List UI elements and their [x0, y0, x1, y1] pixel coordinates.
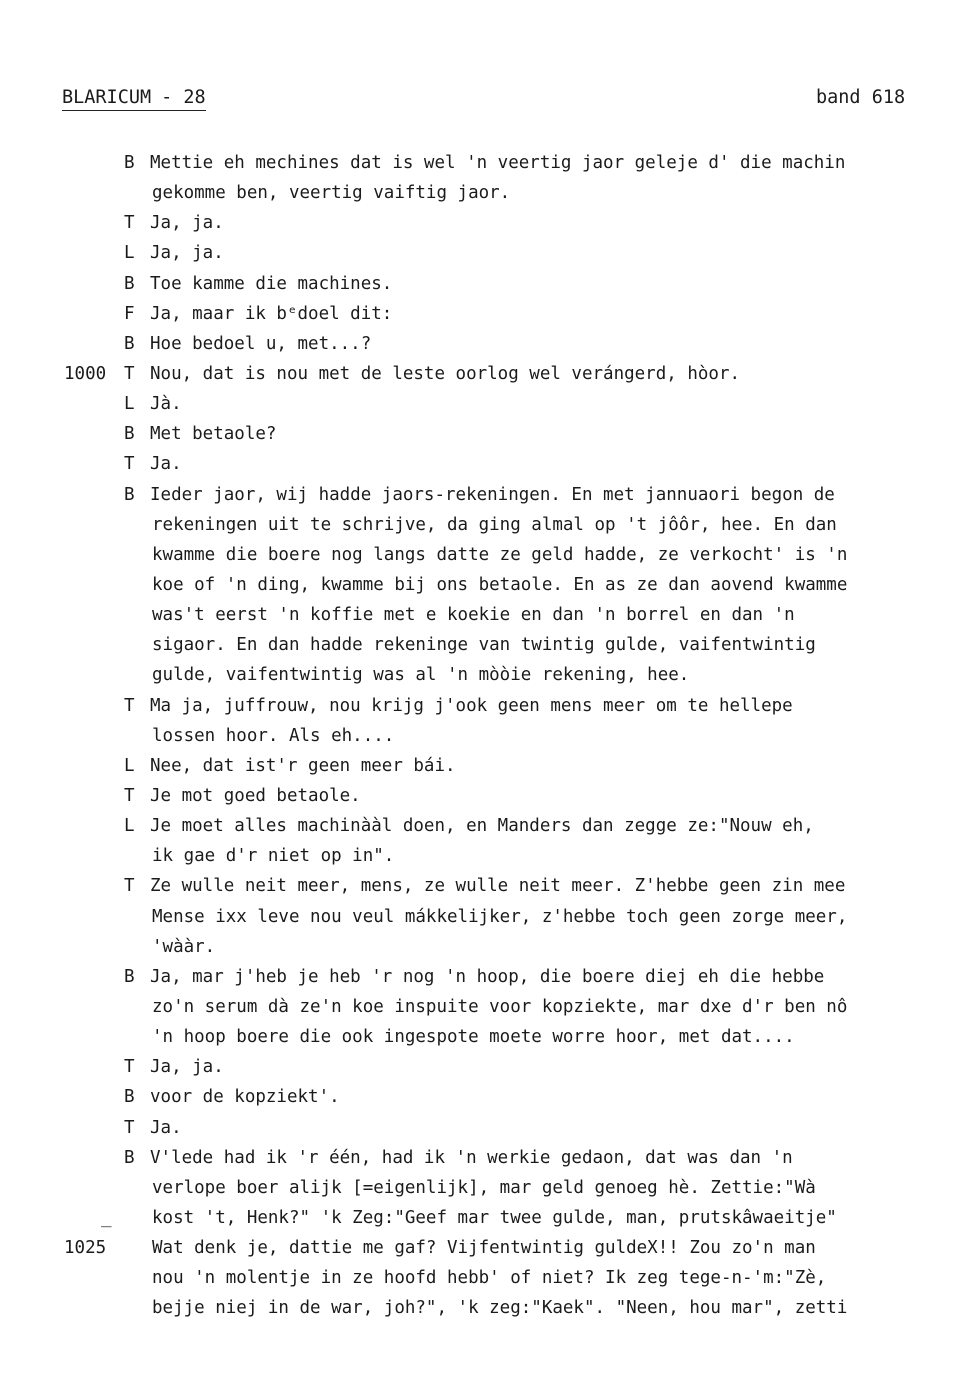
- speaker-code: B: [124, 273, 135, 294]
- line-text: nou 'n molentje in ze hoofd hebb' of niet? Ik zeg tege-n-'m:"Zè,: [152, 1268, 827, 1289]
- line-text: gekomme ben, veertig vaiftig jaor.: [152, 183, 511, 204]
- transcript-line: [0, 359, 966, 389]
- line-text: Ze wulle neit meer, mens, ze wulle neit meer. Z'hebbe geen zin mee: [150, 876, 846, 897]
- line-text: ik gae d'r niet op in".: [152, 846, 395, 867]
- page-header-place: [62, 88, 206, 111]
- transcript-line: [0, 781, 966, 811]
- line-text: zo'n serum dà ze'n koe inspuite voor kopziekte, mar dxe d'r ben nô: [152, 996, 848, 1017]
- line-text: Je mot goed betaole.: [150, 785, 361, 806]
- transcript-line: [0, 1263, 966, 1293]
- line-text: sigaor. En dan hadde rekeninge van twintig gulde, vaifentwintig: [152, 635, 816, 656]
- speaker-code: T: [124, 454, 135, 475]
- speaker-code: B: [124, 1087, 135, 1108]
- line-text: gulde, vaifentwintig was al 'n mòòie rekening, hee.: [152, 665, 690, 686]
- line-counter: 1000: [64, 363, 107, 384]
- line-text: rekeningen uit te schrijve, da ging almal op 't jôôr, hee. En dan: [152, 514, 837, 535]
- line-text: Mense ixx leve nou veul mákkelijker, z'hebbe toch geen zorge meer,: [152, 906, 848, 927]
- line-text: Hoe bedoel u, met...?: [150, 333, 372, 354]
- page-number: 28: [183, 87, 206, 108]
- speaker-code: B: [124, 153, 135, 173]
- line-text: voor de kopziekt'.: [150, 1087, 340, 1108]
- speaker-code: B: [124, 1147, 135, 1168]
- line-text: verlope boer alijk [=eigenlijk], mar geld genoeg hè. Zettie:"Wà: [152, 1177, 816, 1198]
- transcript-line: [0, 238, 966, 268]
- transcript-line: [0, 1022, 966, 1052]
- line-text: Ieder jaor, wij hadde jaors-rekeningen. En met jannuaori begon de: [150, 484, 835, 505]
- line-text: V'lede had ik 'r één, had ik 'n werkie gedaon, dat was dan 'n: [150, 1147, 793, 1168]
- speaker-code: L: [124, 243, 135, 264]
- line-text: 'n hoop boere die ook ingespote moete worre hoor, met dat....: [152, 1027, 795, 1048]
- speaker-code: T: [124, 1057, 135, 1078]
- line-text: Ja, ja.: [150, 213, 224, 234]
- line-text: Ja.: [150, 454, 182, 475]
- line-text: Ja, maar ik bᵉdoel dit:: [150, 303, 393, 324]
- speaker-code: T: [124, 363, 135, 384]
- transcript-line: [0, 751, 966, 781]
- transcript-line: [0, 1203, 966, 1233]
- speaker-code: B: [124, 424, 135, 445]
- transcript-line: [0, 1113, 966, 1143]
- line-text: Jà.: [150, 394, 182, 415]
- transcript-line: [0, 992, 966, 1022]
- speaker-code: B: [124, 484, 135, 505]
- transcript-line: [0, 902, 966, 932]
- transcript-line: [0, 871, 966, 901]
- line-text: koe of 'n ding, kwamme bij ons betaole. En as ze dan aovend kwamme: [152, 574, 848, 595]
- transcript-line: [0, 962, 966, 992]
- place-name: BLARICUM: [62, 87, 152, 108]
- speaker-code: F: [124, 303, 135, 324]
- transcript-line: [0, 721, 966, 751]
- line-text: Ja.: [150, 1117, 182, 1138]
- speaker-code: L: [124, 394, 135, 415]
- transcript-line: [0, 1052, 966, 1082]
- transcript-line: [0, 1173, 966, 1203]
- speaker-code: B: [124, 966, 135, 987]
- transcript-line: [0, 932, 966, 962]
- line-text: kost 't, Henk?" 'k Zeg:"Geef mar twee gulde, man, prutskâwaeitje": [152, 1207, 837, 1228]
- line-text: Met betaole?: [150, 424, 277, 445]
- speaker-code: B: [124, 333, 135, 354]
- transcript-line: [0, 299, 966, 329]
- line-text: kwamme die boere nog langs datte ze geld hadde, ze verkocht' is 'n: [152, 544, 848, 565]
- transcript-line: [0, 811, 966, 841]
- margin-mark: _: [101, 1207, 112, 1228]
- line-text: Ja, mar j'heb je heb 'r nog 'n hoop, die boere diej eh die hebbe: [150, 966, 825, 987]
- transcript-line: [0, 841, 966, 871]
- transcript-line: [0, 510, 966, 540]
- transcript-line: [0, 419, 966, 449]
- line-text: Ja, ja.: [150, 243, 224, 264]
- transcript-line: [0, 1233, 966, 1263]
- header-separator: -: [161, 87, 173, 108]
- line-text: lossen hoor. Als eh....: [152, 725, 395, 746]
- transcript-line: [0, 1293, 966, 1323]
- speaker-code: T: [124, 876, 135, 897]
- line-text: Mettie eh mechines dat is wel 'n veertig jaor geleje d' die machin: [150, 153, 846, 173]
- transcript-line: [0, 691, 966, 721]
- speaker-code: T: [124, 785, 135, 806]
- transcript-line: [0, 148, 966, 178]
- line-text: Nee, dat ist'r geen meer bái.: [150, 755, 456, 776]
- transcript-line: [0, 329, 966, 359]
- transcript-line: [0, 600, 966, 630]
- transcript-line: [0, 630, 966, 660]
- transcript-line: [0, 1143, 966, 1173]
- transcript-line: [0, 449, 966, 479]
- transcript-line: [0, 540, 966, 570]
- speaker-code: T: [124, 695, 135, 716]
- speaker-code: L: [124, 755, 135, 776]
- line-text: bejje niej in de war, joh?", 'k zeg:"Kaek". "Neen, hou mar", zetti: [152, 1298, 848, 1319]
- transcript-line: [0, 1082, 966, 1112]
- line-text: 'wààr.: [152, 936, 216, 957]
- transcript-line: [0, 208, 966, 238]
- transcript-lines: [0, 148, 966, 1323]
- transcript-line: [0, 570, 966, 600]
- transcript-line: [0, 660, 966, 690]
- line-text: was't eerst 'n koffie met e koekie en dan 'n borrel en dan 'n: [152, 605, 795, 626]
- transcript-line: [0, 269, 966, 299]
- speaker-code: T: [124, 1117, 135, 1138]
- transcript-line: [0, 178, 966, 208]
- line-text: Ja, ja.: [150, 1057, 224, 1078]
- speaker-code: T: [124, 213, 135, 234]
- line-text: Je moet alles machinààl doen, en Manders dan zegge ze:"Nouw eh,: [150, 816, 814, 837]
- line-text: Ma ja, juffrouw, nou krijg j'ook geen mens meer om te hellepe: [150, 695, 793, 716]
- line-text: Nou, dat is nou met de leste oorlog wel verángerd, hòor.: [150, 363, 741, 384]
- transcript-line: [0, 389, 966, 419]
- line-counter: 1025: [64, 1238, 107, 1259]
- band-label: band 618: [816, 87, 906, 108]
- line-text: Toe kamme die machines.: [150, 273, 393, 294]
- transcript-line: [0, 480, 966, 510]
- speaker-code: L: [124, 816, 135, 837]
- line-text: Wat denk je, dattie me gaf? Vijfentwintig guldeX!! Zou zo'n man: [152, 1238, 816, 1259]
